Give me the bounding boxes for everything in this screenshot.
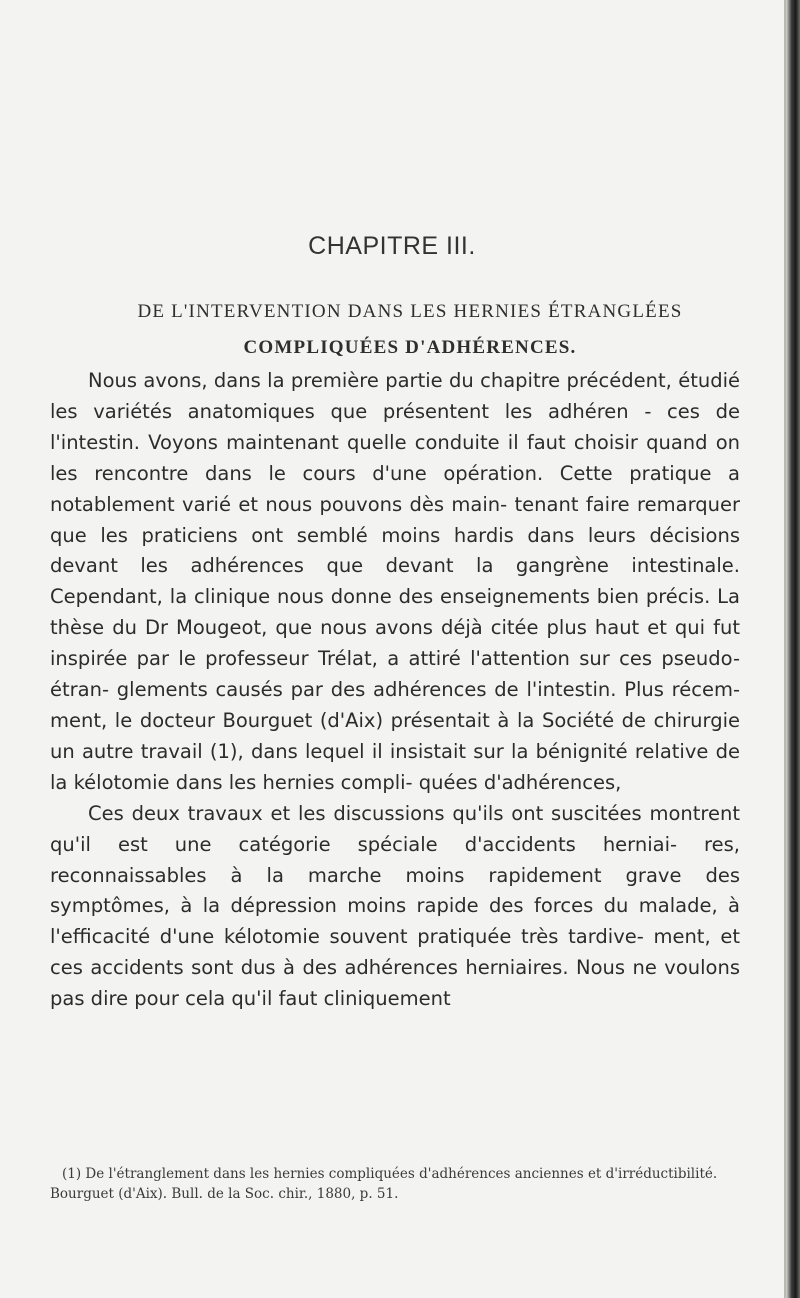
footnote: (1) De l'étranglement dans les hernies compliquées d'adhérences anciennes et d'irréductibilité. Bourguet (d'Aix). Bull. de la Soc. chir., 1880, p. 51. (50, 1166, 718, 1202)
paragraph-2: Ces deux travaux et les discussions qu'ils ont suscitées montrent qu'il est une catégorie spéciale d'accidents herniai- res, reconnaissables à la marche moins rapidement grave des symptômes, à la dépression moins rapide des forces du malade, à l'efficacité d'une kélotomie souvent pratiquée très tardive- ment, et ces accidents sont dus à des adhérences herniaires. Nous ne voulons pas dire pour cela qu'il faut cliniquement (50, 801, 740, 1011)
footnote-section (50, 1164, 750, 1204)
body-text (50, 366, 740, 1015)
chapter-title: CHAPITRE III. (308, 232, 476, 260)
section-heading (60, 294, 760, 366)
paragraph-1: Nous avons, dans la première partie du chapitre précédent, étudié les variétés anatomiques que présentent les adhéren - ces de l'intestin. Voyons maintenant quelle conduite il faut choisir quand on les rencontre dans le cours d'une opération. Cette pratique a notablement varié et nous pouvons dès main- tenant faire remarquer que les praticiens ont semblé moins hardis dans leurs décisions devant les adhérences que devant la gangrène intestinale. Cependant, la clinique nous donne des enseignements bien précis. La thèse du Dr Mougeot, que nous avons déjà citée plus haut et qui fut inspirée par le professeur Trélat, a attiré l'attention sur ces pseudo-étran- glements causés par des adhérences de l'intestin. Plus récem- ment, le docteur Bourguet (d'Aix) présentait à la Société de chirurgie un autre travail (1), dans lequel il insistait sur la bénignité relative de la kélotomie dans les hernies compli- quées d'adhérences, (50, 369, 740, 794)
section-heading-line-2: COMPLIQUÉES D'ADHÉRENCES. (243, 337, 577, 358)
section-heading-line-1: DE L'INTERVENTION DANS LES HERNIES ÉTRANGLÉES (137, 301, 683, 322)
page-binding-edge (786, 0, 800, 1298)
